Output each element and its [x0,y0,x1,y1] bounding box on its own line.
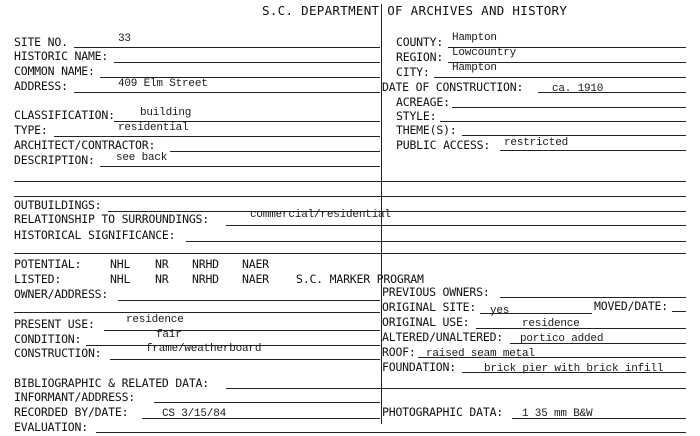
listed-naer: NAER [242,272,269,286]
public-access-label: PUBLIC ACCESS: [396,138,491,152]
type-line [54,136,380,137]
potential-label: POTENTIAL: [14,257,82,271]
construction-label: CONSTRUCTION: [14,346,102,360]
address-line [74,92,380,93]
owner-address-line-2 [14,312,380,313]
original-use-value: residence [522,318,580,330]
moved-label: MOVED/DATE: [594,299,668,313]
outbuildings-label: OUTBUILDINGS: [14,198,102,212]
potential-nhl: NHL [110,257,131,271]
roof-line [418,357,686,358]
type-value: residential [118,122,189,134]
original-use-label: ORIGINAL USE: [382,315,470,329]
photographic-value: 1 35 mm B&W [522,408,593,420]
blank-line-3 [14,253,686,254]
potential-naer: NAER [242,257,269,271]
historic-name-line [114,62,380,63]
blank-line-1 [14,181,686,182]
bibliographic-label: BIBLIOGRAPHIC & RELATED DATA: [14,376,209,390]
evaluation-line [96,432,686,433]
blank-line-2 [14,196,686,197]
common-name-label: COMMON NAME: [14,64,95,78]
condition-label: CONDITION: [14,332,82,346]
address-value: 409 Elm Street [118,78,208,90]
theme-line [462,135,686,136]
altered-line [510,343,686,344]
region-label: REGION: [396,50,444,64]
site-no-line [74,47,380,48]
city-line [434,77,686,78]
construction-value: frame/weatherboard [146,343,262,355]
listed-nhl: NHL [110,272,131,286]
present-use-line [104,330,380,331]
listed-nrhd: NRHD [192,272,219,286]
original-site-label: ORIGINAL SITE: [382,300,477,314]
public-access-line [500,150,686,151]
county-value: Hampton [452,32,497,44]
roof-value: raised seam metal [426,348,535,360]
recorded-value: CS 3/15/84 [162,408,227,420]
description-line [100,166,380,167]
evaluation-label: EVALUATION: [14,420,88,434]
informant-line [154,402,380,403]
style-label: STYLE: [396,109,437,123]
site-no-value: 33 [118,33,131,45]
significance-label: HISTORICAL SIGNIFICANCE: [14,228,176,242]
description-label: DESCRIPTION: [14,153,95,167]
classification-label: CLASSIFICATION: [14,108,115,122]
theme-label: THEME(S): [396,123,457,137]
photographic-label: PHOTOGRAPHIC DATA: [382,405,504,419]
listed-label: LISTED: [14,272,62,286]
relationship-label: RELATIONSHIP TO SURROUNDINGS: [14,212,209,226]
city-label: CITY: [396,65,430,79]
bibliographic-line [226,388,686,389]
style-line [440,121,686,122]
page-title: S.C. DEPARTMENT OF ARCHIVES AND HISTORY [262,3,568,18]
listed-nr: NR [155,272,169,286]
type-label: TYPE: [14,123,48,137]
public-access-value: restricted [504,137,569,149]
architect-line [170,151,380,152]
city-value: Hampton [452,62,497,74]
altered-value: portico added [520,333,604,345]
relationship-value: commercial/residential [250,209,391,221]
acreage-line [452,107,686,108]
owner-address-label: OWNER/ADDRESS: [14,287,109,301]
recorded-line [142,418,380,419]
address-label: ADDRESS: [14,79,68,93]
previous-owners-line [500,297,686,298]
potential-nr: NR [155,257,169,271]
site-no-label: SITE NO. [14,35,68,49]
condition-value: fair [156,329,182,341]
recorded-label: RECORDED BY/DATE: [14,405,129,419]
original-site-line [480,313,592,314]
date-line [538,92,686,93]
marker-program: S.C. MARKER PROGRAM [296,272,424,286]
photographic-line [512,418,686,419]
original-site-value: yes [490,305,510,317]
construction-line [110,359,380,360]
roof-label: ROOF: [382,345,416,359]
classification-value: building [140,107,192,119]
moved-line [672,311,686,312]
architect-label: ARCHITECT/CONTRACTOR: [14,138,156,152]
potential-nrhd: NRHD [192,257,219,271]
date-value: ca. 1910 [552,83,604,95]
significance-line [186,241,686,242]
altered-label: ALTERED/UNALTERED: [382,330,504,344]
acreage-label: ACREAGE: [396,95,450,109]
relationship-line [226,225,686,226]
present-use-label: PRESENT USE: [14,317,95,331]
date-label: DATE OF CONSTRUCTION: [382,80,524,94]
foundation-line [462,372,686,373]
foundation-label: FOUNDATION: [382,360,456,374]
previous-owners-label: PREVIOUS OWNERS: [382,285,490,299]
present-use-value: residence [126,314,184,326]
original-use-line [476,328,686,329]
owner-address-line [118,300,380,301]
description-value: see back [116,152,168,164]
region-value: Lowcountry [452,47,517,59]
foundation-value: brick pier with brick infill [484,363,664,375]
county-label: COUNTY: [396,35,444,49]
informant-label: INFORMANT/ADDRESS: [14,390,136,404]
historic-name-label: HISTORIC NAME: [14,49,109,63]
